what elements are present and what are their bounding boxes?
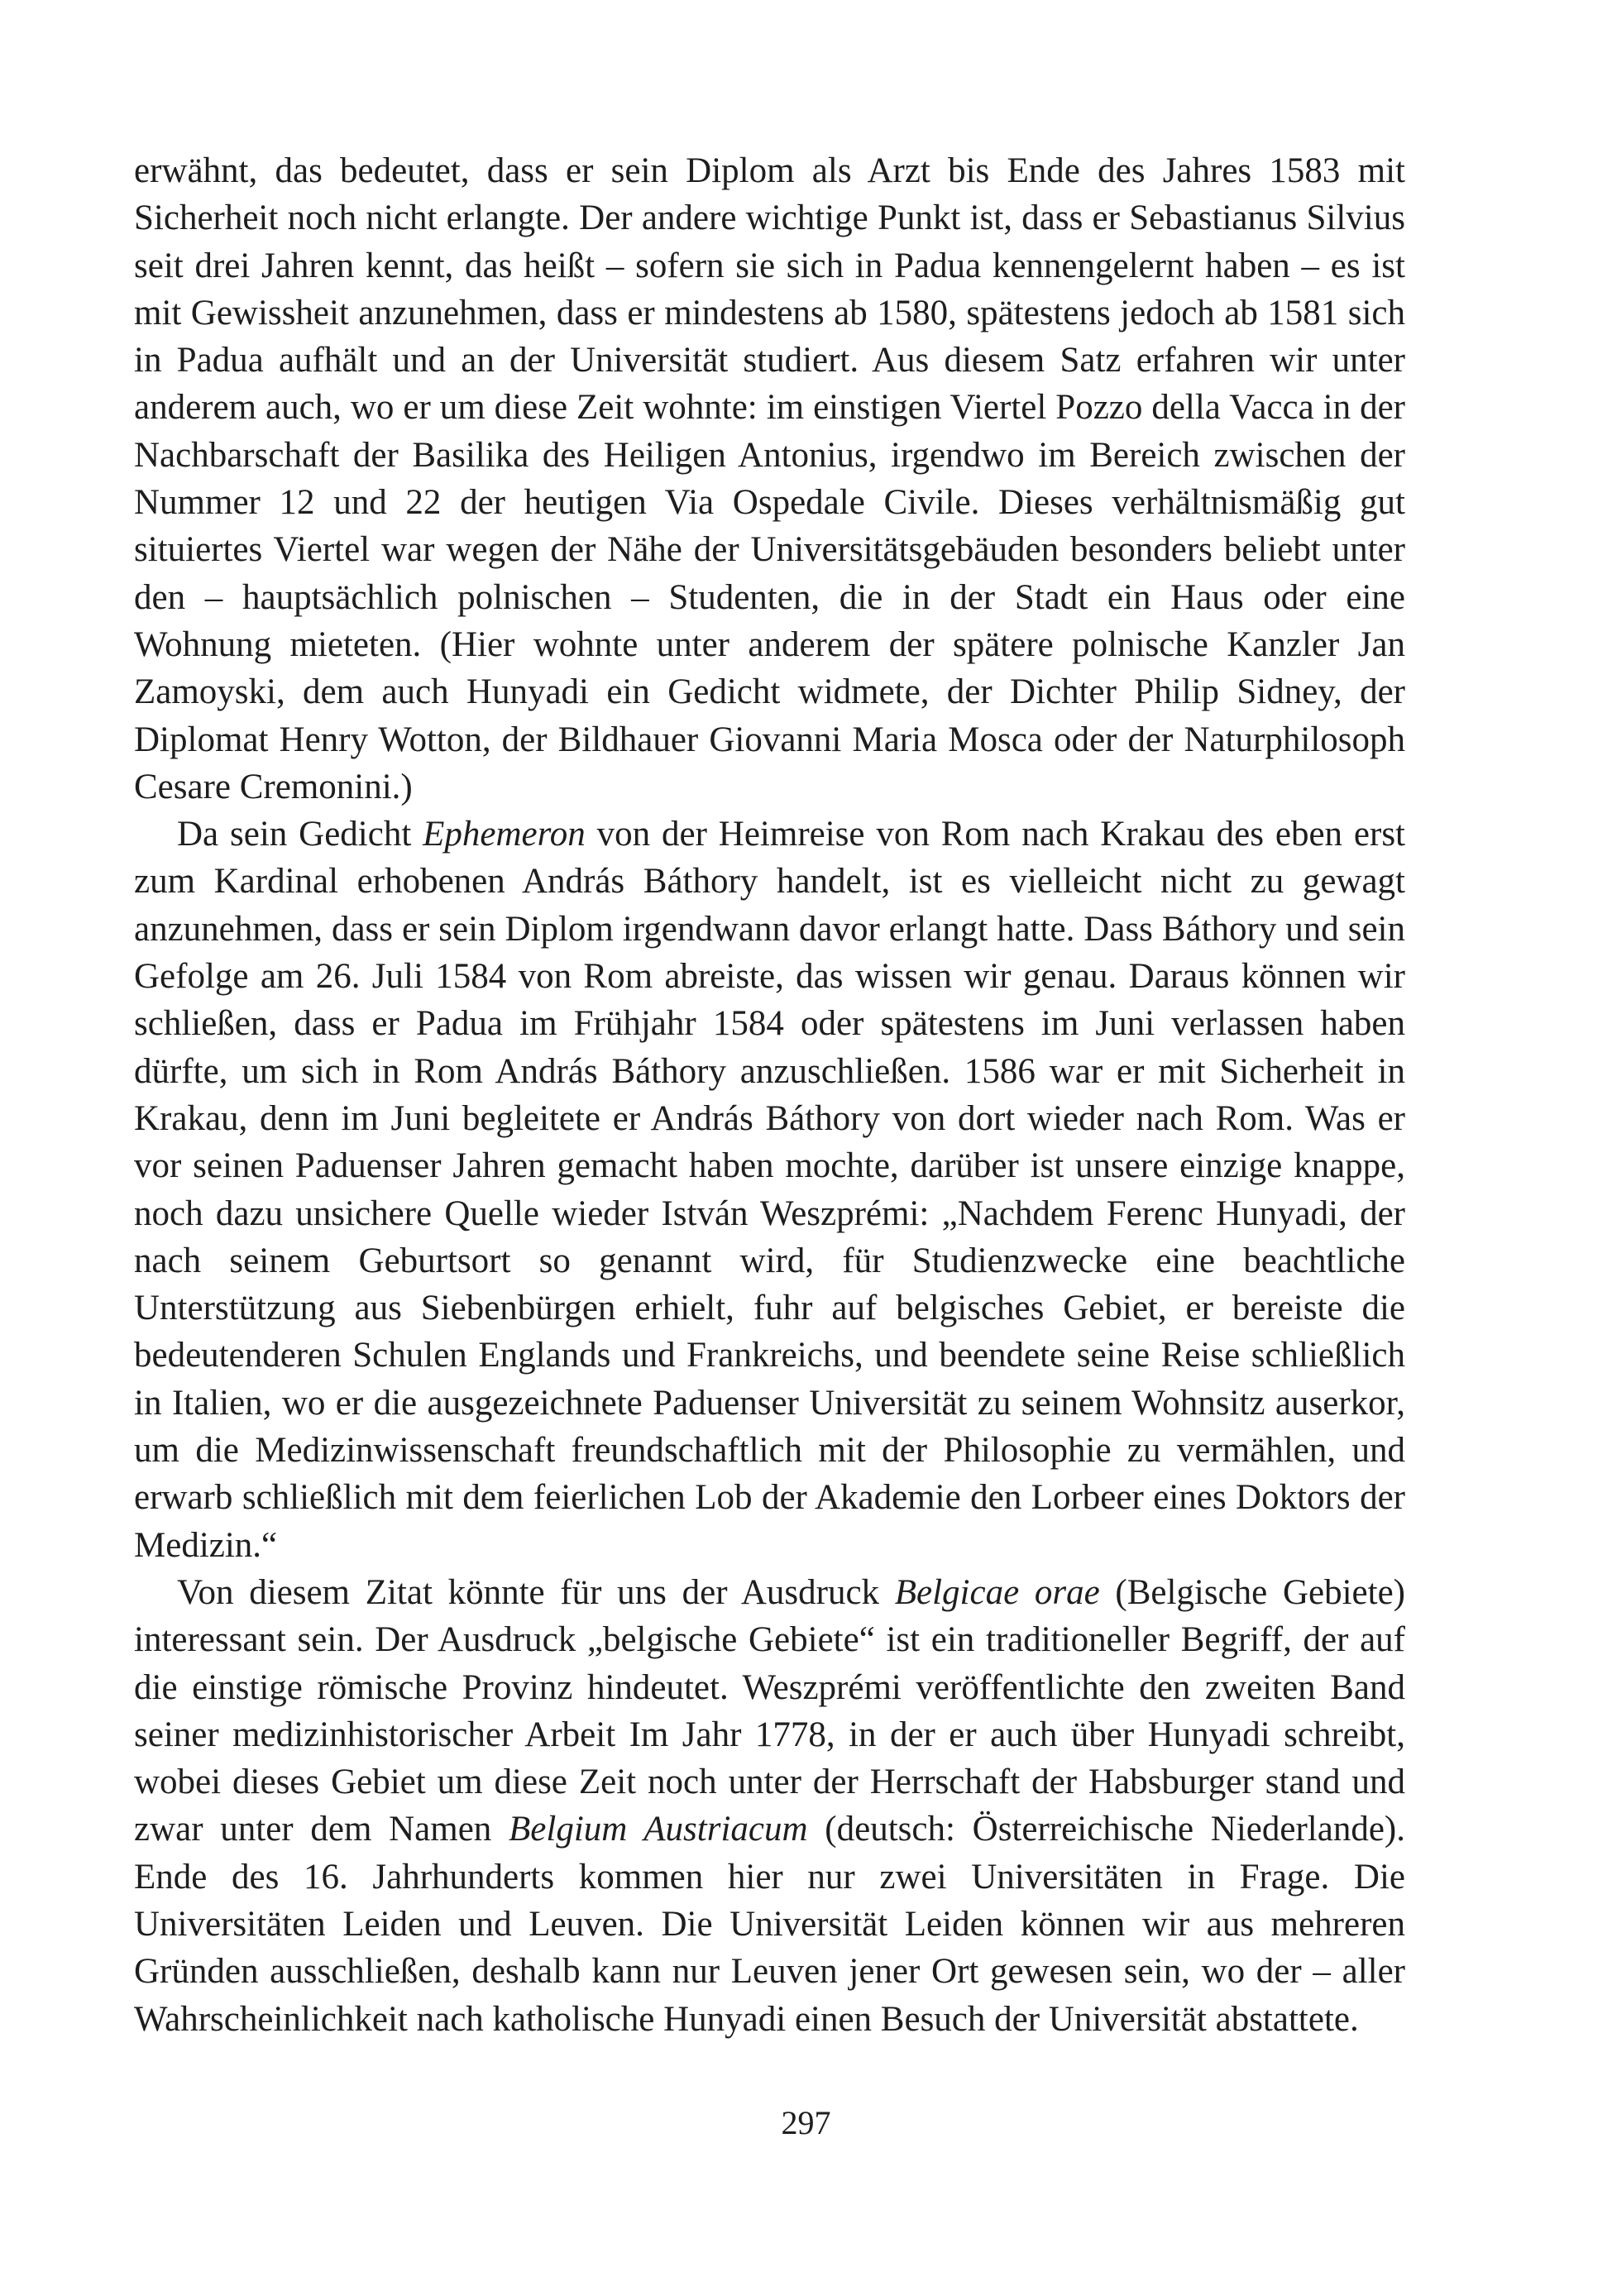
page-number: 297 <box>781 2104 831 2141</box>
paragraph-3 <box>134 1569 1405 2043</box>
latin-term-belgicae-orae: Belgicae orae <box>894 1572 1100 1612</box>
paragraph-text: von der Heimreise von Rom nach Krakau des eben erst zum Kardinal erhobenen András Báthory handelt, ist es vielleicht nicht zu gewagt anzunehmen, dass er sein Diplom irgendwann davor erlangt hatte. Dass Báthory und sein Gefolge am 26. Juli 1584 von Rom abreiste, das wissen wir genau. Daraus können wir schließen, dass er Padua im Frühjahr 1584 oder spätestens im Juni verlassen haben dürfte, um sich in Rom András Báthory anzuschließen. 1586 war er mit Sicherheit in Krakau, denn im Juni begleitete er András Báthory von dort wieder nach Rom. Was er vor seinen Paduenser Jahren gemacht haben mochte, darüber ist unsere einzige knappe, noch dazu unsichere Quelle wieder István Weszprémi: „Nachdem Ferenc Hunyadi, der nach seinem Geburtsort so genannt wird, für Studienzwecke eine beachtliche Unterstützung aus Siebenbürgen erhielt, fuhr auf belgisches Gebiet, er bereiste die bedeutenderen Schulen Englands und Frankreichs, und beendete seine Reise schließlich in Italien, wo er die ausgezeichnete Paduenser Universität zu seinem Wohnsitz auserkor, um die Medizinwissenschaft freundschaftlich mit der Philosophie zu vermählen, und erwarb schließlich mit dem feierlichen Lob der Akademie den Lorbeer eines Doktors der Medizin.“ <box>134 815 1405 1565</box>
paragraph-2 <box>134 811 1405 1569</box>
paragraph-text: (deutsch: Österreichische Niederlande). Ende des 16. Jahrhunderts kommen hier nur zwei Universitäten in Frage. Die Universitäten Leiden und Leuven. Die Universität Leiden können wir aus mehreren Gründen ausschließen, deshalb kann nur Leuven jener Ort gewesen sein, wo der – aller Wahrscheinlichkeit nach katholische Hunyadi einen Besuch der Universität abstattete. <box>134 1810 1405 2039</box>
paragraph-text: erwähnt, das bedeutet, dass er sein Diplom als Arzt bis Ende des Jahres 1583 mit Sicherheit noch nicht erlangte. Der andere wichtige Punkt ist, dass er Sebastianus Silvius seit drei Jahren kennt, das heißt – sofern sie sich in Padua kennengelernt haben – es ist mit Gewissheit anzunehmen, dass er mindestens ab 1580, spätestens jedoch ab 1581 sich in Padua aufhält und an der Universität studiert. Aus diesem Satz erfahren wir unter anderem auch, wo er um diese Zeit wohnte: im einstigen Viertel Pozzo della Vacca in der Nachbarschaft der Basilika des Heiligen Antonius, irgendwo im Bereich zwischen der Nummer 12 und 22 der heutigen Via Ospedale Civile. Dieses verhältnismäßig gut situiertes Viertel war wegen der Nähe der Universitätsgebäuden besonders beliebt unter den – hauptsächlich polnischen – Studenten, die in der Stadt ein Haus oder eine Wohnung mieteten. (Hier wohnte unter anderem der spätere polnische Kanzler Jan Zamoyski, dem auch Hunyadi ein Gedicht widmete, der Dichter Philip Sidney, der Diplomat Henry Wotton, der Bildhauer Giovanni Maria Mosca oder der Naturphilosoph Cesare Cremonini.) <box>134 151 1405 806</box>
paragraph-1 <box>134 147 1405 811</box>
body-text <box>134 147 1405 2043</box>
latin-term-belgium-austriacum: Belgium Austriacum <box>509 1810 808 1849</box>
paragraph-text: (Belgische Gebiete) interessant sein. Der Ausdruck „belgische Gebiete“ ist ein traditioneller Begriff, der auf die einstige römische Provinz hindeutet. Weszprémi veröffentlichte den zweiten Band seiner medizinhistorischer Arbeit Im Jahr 1778, in der er auch über Hunyadi schreibt, wobei dieses Gebiet um diese Zeit noch unter der Herrschaft der Habsburger stand und zwar unter dem Namen <box>134 1572 1405 1849</box>
paragraph-text: Von diesem Zitat könnte für uns der Ausdruck <box>177 1572 895 1612</box>
work-title-ephemeron: Ephemeron <box>423 815 586 854</box>
paragraph-text: Da sein Gedicht <box>177 815 423 854</box>
